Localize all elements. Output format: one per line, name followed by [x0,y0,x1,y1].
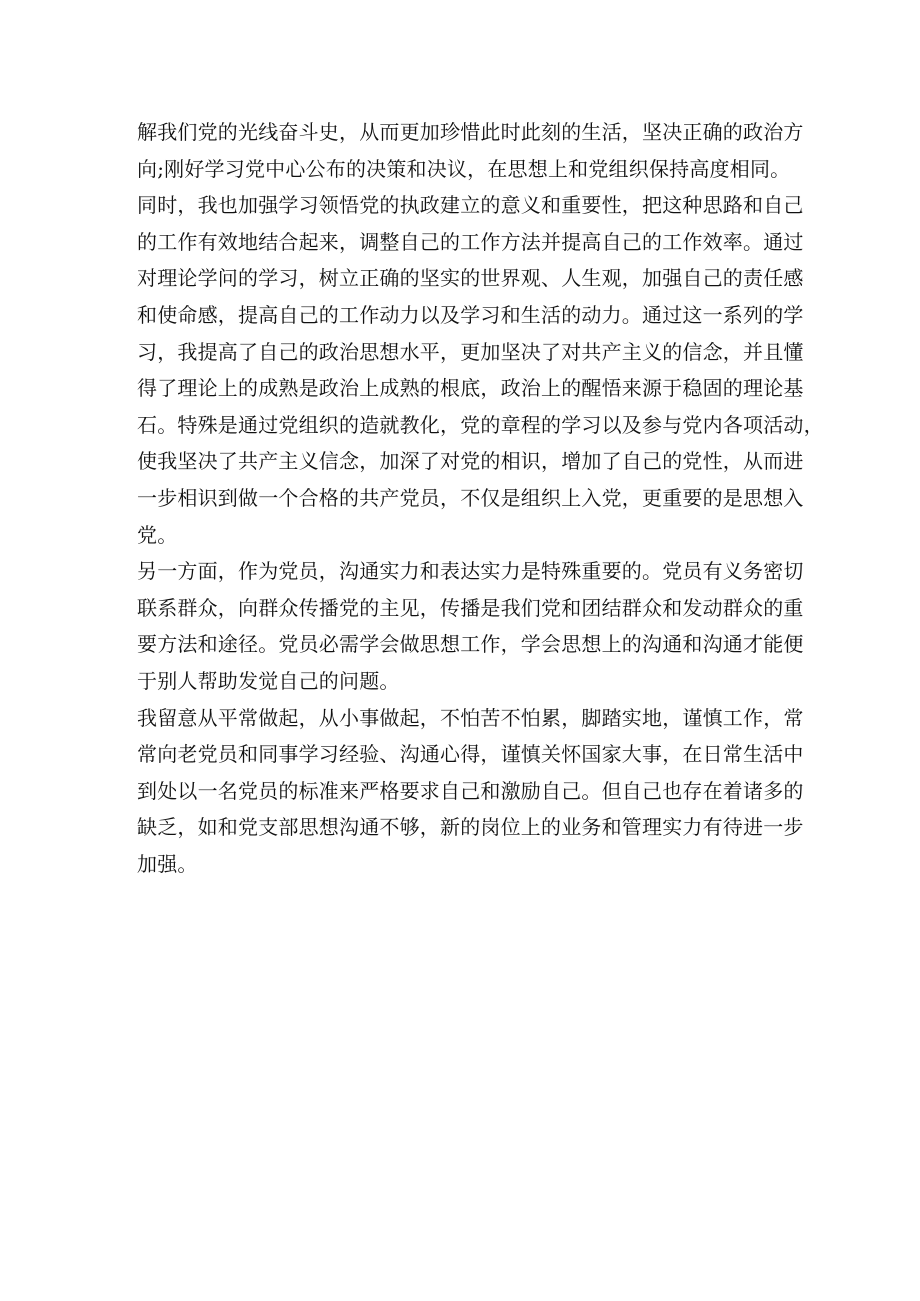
text-line: 同时，我也加强学习领悟党的执政建立的意义和重要性，把这种思路和自己 [137,193,804,218]
text-line: 另一方面，作为党员，沟通实力和表达实力是特殊重要的。党员有义务密切 [137,559,804,584]
paragraph-2 [137,187,824,553]
text-line: 加强。 [137,851,198,876]
text-line: 要方法和途径。党员必需学会做思想工作，学会思想上的沟通和沟通才能便 [137,632,804,657]
text-line: 使我坚决了共产主义信念，加深了对党的相识，增加了自己的党性，从而进 [137,449,804,474]
text-line: 习，我提高了自己的政治思想水平，更加坚决了对共产主义的信念，并且懂 [137,339,804,364]
text-line: 向;刚好学习党中心公布的决策和决议，在思想上和党组织保持高度相同。 [137,156,791,181]
text-line: 党。 [137,522,178,547]
text-line: 我留意从平常做起，从小事做起，不怕苦不怕累，脚踏实地，谨慎工作，常 [137,705,804,730]
text-line: 于别人帮助发觉自己的问题。 [137,668,400,693]
text-line: 的工作有效地结合起来，调整自己的工作方法并提高自己的工作效率。通过 [137,229,804,254]
text-line: 和使命感，提高自己的工作动力以及学习和生活的动力。通过这一系列的学 [137,302,804,327]
text-line: 石。特殊是通过党组织的造就教化，党的章程的学习以及参与党内各项活动， [137,412,824,437]
text-line: 得了理论上的成熟是政治上成熟的根底，政治上的醒悟来源于稳固的理论基 [137,376,804,401]
text-line: 缺乏，如和党支部思想沟通不够，新的岗位上的业务和管理实力有待进一步 [137,815,804,840]
document-body [137,114,824,882]
paragraph-3 [137,553,804,699]
text-line: 一步相识到做一个合格的共产党员，不仅是组织上入党，更重要的是思想入 [137,485,804,510]
text-line: 解我们党的光线奋斗史，从而更加珍惜此时此刻的生活，坚决正确的政治方 [137,120,804,144]
text-line: 联系群众，向群众传播党的主见，传播是我们党和团结群众和发动群众的重 [137,595,804,620]
text-line: 对理论学问的学习，树立正确的坚实的世界观、人生观，加强自己的责任感 [137,266,804,291]
text-line: 到处以一名党员的标准来严格要求自己和激励自己。但自己也存在着诸多的 [137,778,804,803]
text-line: 常向老党员和同事学习经验、沟通心得，谨慎关怀国家大事，在日常生活中 [137,742,804,767]
paragraph-4 [137,700,804,883]
paragraph-1 [137,114,804,187]
